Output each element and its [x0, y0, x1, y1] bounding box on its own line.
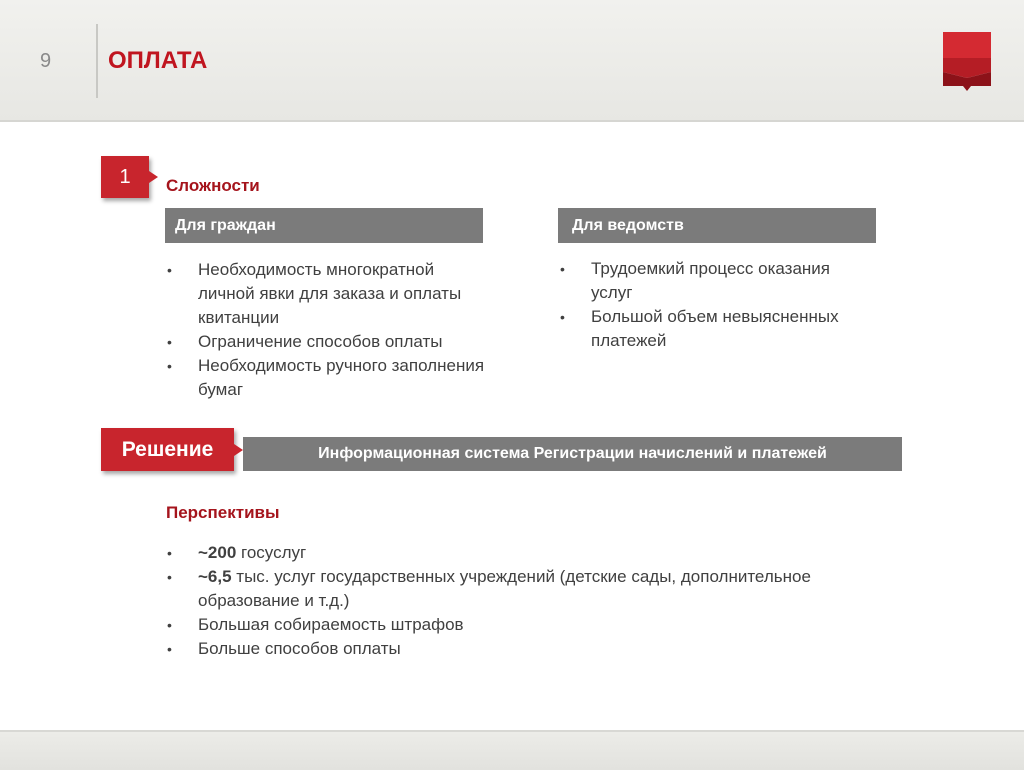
list-item-bold: ~200	[198, 543, 237, 562]
red-banner-logo-icon	[943, 32, 991, 92]
list-item-text: Большая собираемость штрафов	[198, 615, 464, 634]
prospects-heading: Перспективы	[166, 503, 280, 522]
list-item: • Трудоемкий процесс оказания услуг	[558, 257, 858, 305]
list-item-text: Больше способов оплаты	[198, 639, 401, 658]
section-number-badge: 1	[101, 156, 149, 198]
list-item-text: тыс. услуг государственных учреждений (детские сады, дополнительное образование и т.д.)	[198, 567, 811, 610]
header-divider	[96, 24, 98, 98]
list-item	[165, 565, 885, 613]
solution-bar: Информационная система Регистрации начислений и платежей	[243, 437, 902, 471]
agencies-list	[558, 257, 858, 353]
list-item	[165, 613, 885, 637]
solution-badge: Решение	[101, 428, 234, 471]
list-item: • Необходимость многократной личной явки для заказа и оплаты квитанции	[165, 258, 485, 330]
page-title: ОПЛАТА	[108, 47, 208, 74]
citizens-list	[165, 258, 485, 402]
list-item	[165, 541, 885, 565]
list-item: • Необходимость ручного заполнения бумаг	[165, 354, 485, 402]
page-number: 9	[40, 50, 52, 72]
slide-footer	[0, 730, 1024, 770]
prospects-list	[165, 541, 885, 661]
list-item: • Большой объем невыясненных платежей	[558, 305, 858, 353]
difficulties-heading: Сложности	[166, 176, 260, 195]
citizens-bar: Для граждан	[165, 208, 483, 243]
agencies-bar: Для ведомств	[558, 208, 876, 243]
list-item-text: госуслуг	[236, 543, 307, 562]
list-item: • Ограничение способов оплаты	[165, 330, 485, 354]
list-item	[165, 637, 885, 661]
list-item-bold: ~6,5	[198, 567, 232, 586]
slide-header	[0, 0, 1024, 122]
